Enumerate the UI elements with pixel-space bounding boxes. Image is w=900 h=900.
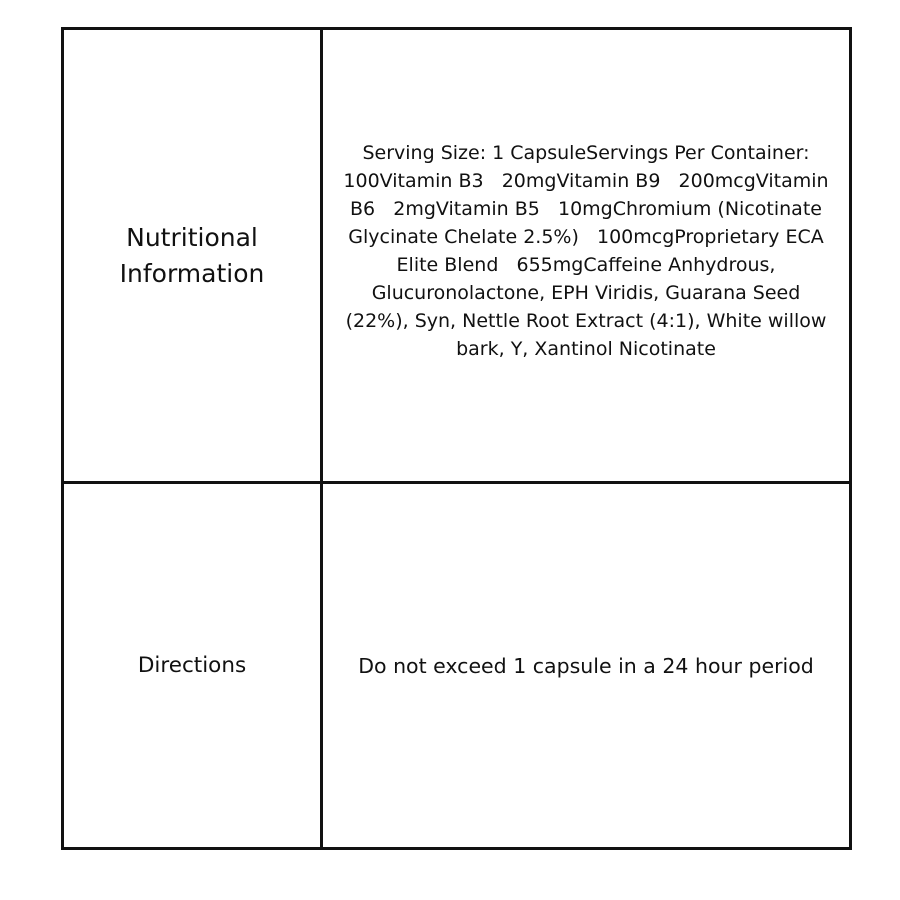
directions-value: Do not exceed 1 capsule in a 24 hour period [358, 653, 814, 678]
directions-label-cell [64, 484, 323, 847]
directions-value-cell [323, 484, 849, 847]
nutrition-label-cell [64, 30, 323, 484]
nutrition-label: Nutritional Information [119, 222, 265, 288]
directions-label: Directions [137, 652, 247, 678]
nutrition-value-cell [323, 30, 849, 484]
product-info-table [61, 27, 852, 850]
nutrition-value: Serving Size: 1 CapsuleServings Per Container: 100Vitamin B3 20mgVitamin B9 200mcgVitamin B6 2mgVitamin B5 10mgChromium (Nicotinate Glycinate Chelate 2.5%) 100mcgProprietary ECA Elite Blend 655mgCaffeine Anhydrous, Glucuronolactone, EPH Viridis, Guarana Seed (22%), Syn, Nettle Root Extract (4:1), White willow bark, Y, Xantinol Nicotinate [343, 141, 835, 360]
